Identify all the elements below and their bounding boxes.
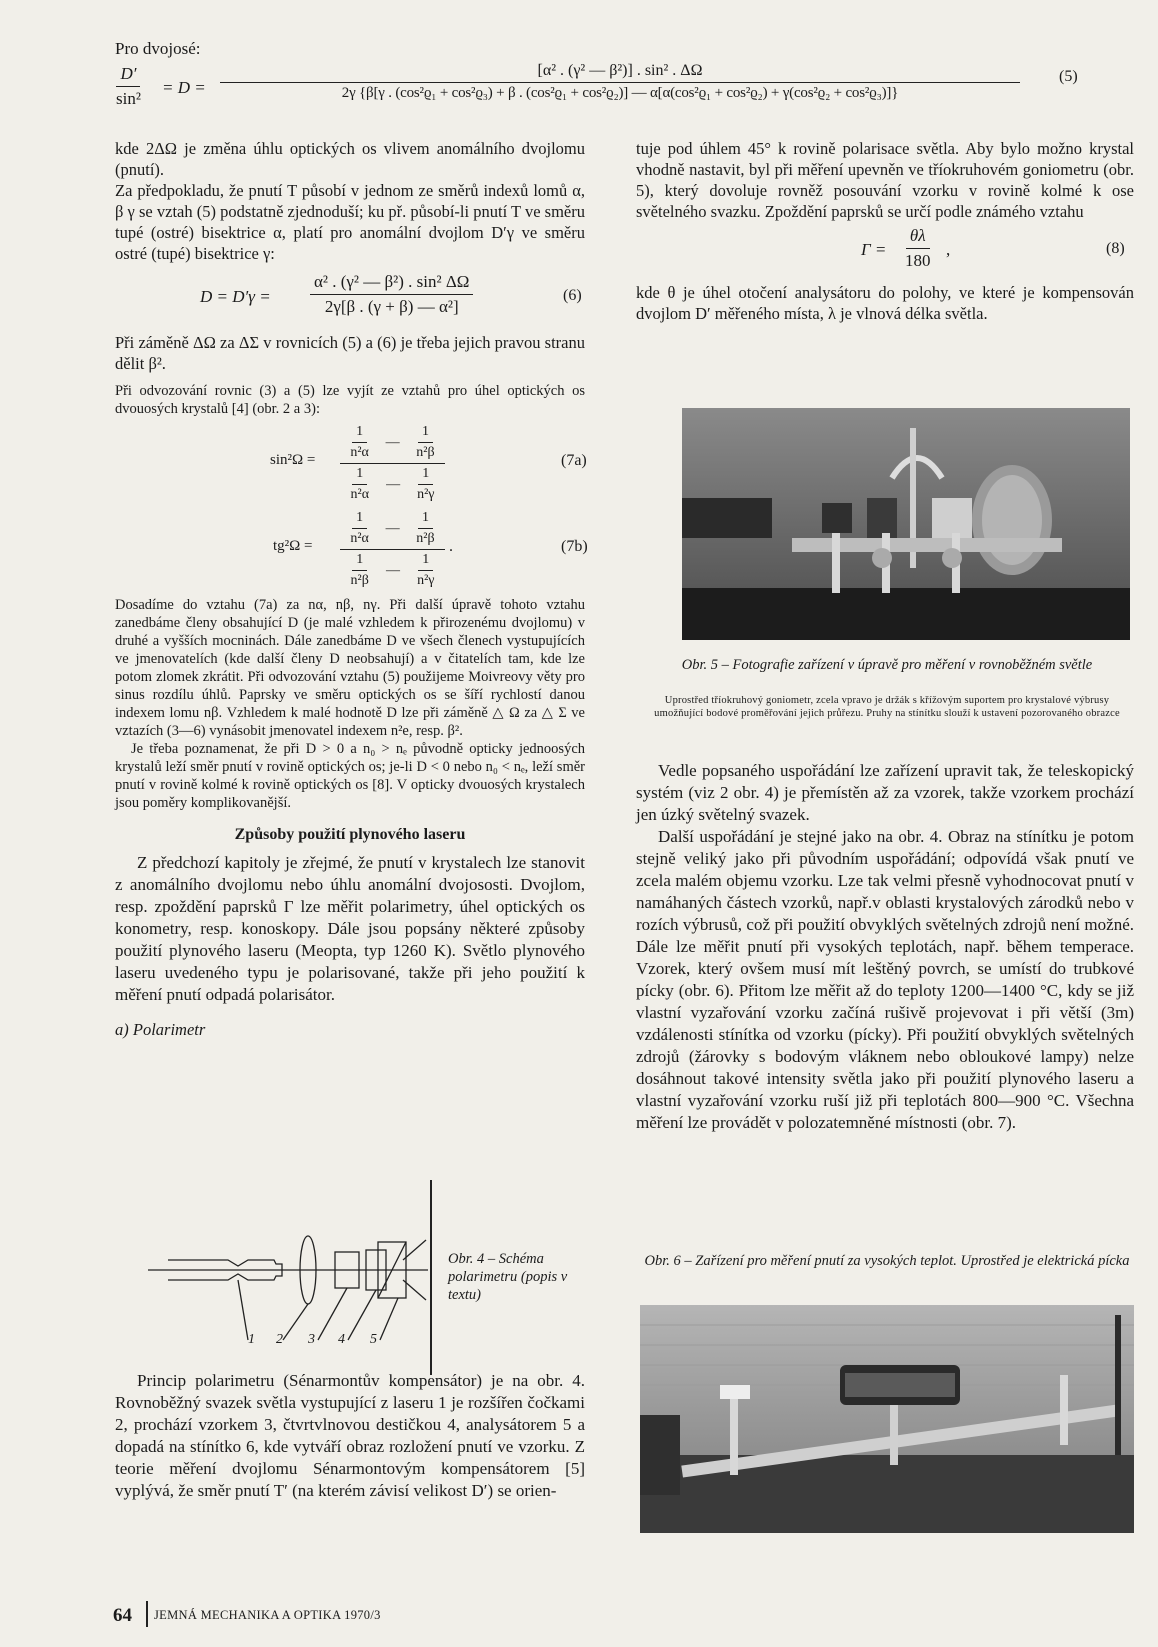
fig4-label-1: 1	[248, 1332, 255, 1347]
eq7a-numerator	[340, 424, 445, 464]
equation-6	[115, 270, 585, 328]
page-number: 64	[113, 1605, 132, 1626]
intro-text: Pro dvojosé:	[115, 39, 201, 58]
eq5-lhs-fraction	[112, 64, 145, 109]
eq8-num: θλ	[906, 226, 930, 249]
eq5-rhs-fraction	[220, 62, 1020, 102]
left-paragraph-4: Při odvozování rovnic (3) a (5) lze vyjít ze vztahů pro úhel optických os dvouosých krystalů [4] (obr. 2 a 3):	[115, 383, 585, 417]
right-paragraph-3: Vedle popsaného uspořádání lze zařízení upravit tak, že teleskopický systém (viz 2 obr. 4) je přemístěn až za vzorek, takže vzorkem prochází jen úzký světelný svazek.	[636, 761, 1134, 824]
eq-minus: —	[385, 562, 400, 578]
fig4-label-4: 4	[338, 1332, 345, 1347]
eq7b-number: (7b)	[561, 538, 588, 555]
eq7a-fraction	[340, 424, 445, 503]
eq5-number: (5)	[1059, 68, 1078, 85]
eq5-lhs-den: sin²	[116, 89, 141, 108]
eq5-lhs-num: D′	[116, 64, 140, 87]
left-column	[115, 138, 588, 1040]
right-column	[636, 138, 1134, 324]
equation-7b	[115, 510, 588, 590]
eq-minus: —	[385, 520, 400, 536]
figure-4	[148, 1180, 588, 1380]
n2a: n²α	[350, 445, 369, 460]
eq-one: 1	[352, 424, 367, 443]
eq8-fraction	[901, 226, 935, 271]
eq7b-numerator	[340, 510, 445, 550]
equation-7a	[115, 424, 585, 502]
eq-one: 1	[352, 466, 367, 485]
n2g: n²γ	[417, 573, 435, 588]
eq7a-number: (7a)	[561, 452, 587, 469]
left-paragraph-8: Princip polarimetru (Sénarmontův kompensátor) je na obr. 4. Rovnoběžný svazek světla vystupující z laseru 1 je rozšířen čočkami 2, prochází vzorkem 3, čtvrtvlnovou destičkou 4, analysátorem 5 a dopadá na stínítko 6, kde vytváří obraz rozložení pnutí ve vzorku. Z teorie měření dvojlomu Sénarmontovým kompensátorem [5] vyplývá, že směr pnutí T′ (na kterém závisí velikost D′) se orien-	[115, 1371, 585, 1500]
right-column-lower	[636, 760, 1134, 1134]
n2b: n²β	[350, 573, 369, 588]
n2g: n²γ	[417, 487, 435, 502]
right-paragraph-2: kde θ je úhel otočení analysátoru do polohy, ve které je kompensován dvojlom D′ měřeného místa, λ je vlnová délka světla.	[636, 283, 1134, 323]
fig4-label-3: 3	[308, 1332, 315, 1347]
eq7b-fraction	[340, 510, 445, 589]
journal-name: JEMNÁ MECHANIKA A OPTIKA 1970/3	[154, 1608, 381, 1622]
eq7a-lhs: sin²Ω =	[270, 452, 316, 468]
eq5-den: 2γ {β[γ . (cos²ϱ₁ + cos²ϱ₃) + β . (cos²ϱ₁ + cos²ϱ₂)] — α[α(cos²ϱ₁ + cos²ϱ₂) + γ(cos²ϱ₂ + cos²ϱ₃)]}	[341, 85, 899, 101]
subsection-a: a) Polarimetr	[115, 1020, 206, 1039]
eq6-fraction	[310, 272, 473, 317]
eq7b-lhs: tg²Ω =	[273, 538, 313, 554]
fig4-caption: Obr. 4 – Schéma polarimetru (popis v textu)	[448, 1251, 568, 1303]
left-paragraph-2: Za předpokladu, že pnutí T působí v jednom ze směrů indexů lomů α, β γ se vztah (5) podstatně zjednoduší; ku př. působí-li pnutí T ve směru tupé (ostré) bisektrice α, platí pro anomální dvojlom D′γ ve směru ostré (tupé) bisektrice γ:	[115, 181, 585, 263]
eq-minus: —	[386, 476, 401, 492]
left-paragraph-3: Při záměně ΔΩ za ΔΣ v rovnicích (5) a (6) je třeba jejich pravou stranu dělit β².	[115, 333, 585, 373]
eq7b-denominator	[340, 550, 445, 589]
left-column-bottom	[115, 1370, 585, 1502]
left-paragraph-1: kde 2ΔΩ je změna úhlu optických os vlivem anomálního dvojlomu (pnutí).	[115, 139, 585, 179]
eq8-den: 180	[905, 251, 931, 270]
footer-divider	[146, 1601, 148, 1627]
fig5-caption: Obr. 5 – Fotografie zařízení v úpravě pro měření v rovnoběžném světle	[681, 657, 1093, 673]
eq-one: 1	[418, 424, 433, 443]
n2b: n²β	[416, 445, 435, 460]
eq-one: 1	[352, 510, 367, 529]
right-paragraph-1: tuje pod úhlem 45° k rovině polarisace světla. Aby bylo možno krystal vhodně nastavit, byl při měření upevněn ve tříokruhovém goniometru (obr. 5), který dovoluje rovněž posouvání vzorku v rovině kolmé k ose světelného svazku. Zpoždění paprsků se určí podle známého vztahu	[636, 139, 1134, 221]
figure-6-photo	[640, 1305, 1134, 1533]
n2a: n²α	[350, 531, 369, 546]
fig6-caption: Obr. 6 – Zařízení pro měření pnutí za vysokých teplot. Uprostřed je elektrická pícka	[644, 1253, 1130, 1269]
equation-8	[636, 226, 1134, 278]
left-paragraph-5: Dosadíme do vztahu (7a) za nα, nβ, nγ. Při další úpravě tohoto vztahu zanedbáme členy obsahující D (je malé vzhledem k přirozenému dvojlomu) v druhé a vyšších mocninách. Dále zanedbáme D ve všech členech vystupujících ve jmenovatelích (kde další členy D neobsahují) a v čitatelích tam, kde lze potom zlomek zkrátit. Při odvozování vztahu (5) použijeme Moivreovy věty pro sinus rozdílu úhlů. Paprsky ve směru optických os se šíří rychlostí danou indexem lomu nβ. Vzhledem k malé hodnotě D lze při záměně △ Ω za △ Σ ve vztazích (3—6) vynásobit jmenovatel indexem n²e, resp. β².	[115, 597, 585, 739]
figure-5-photo	[682, 408, 1130, 640]
eq8-number: (8)	[1106, 240, 1125, 257]
n2a: n²α	[350, 487, 370, 502]
left-paragraph-6: Je třeba poznamenat, že při D > 0 a n₀ > nₑ původně opticky jednoosých krystalů leží směr pnutí v rovině optických os; je-li D < 0 nebo n₀ < nₑ, leží směr pnutí v rovině kolmé k rovině optických os [8]. V opticky dvouosých krystalech jsou poměry komplikovanější.	[115, 741, 585, 811]
eq-one: 1	[352, 552, 367, 571]
fig4-label-2: 2	[276, 1332, 283, 1347]
fig4-label-5: 5	[370, 1332, 377, 1347]
eq7b-dot: .	[449, 538, 453, 555]
eq5-mid: = D =	[162, 78, 206, 97]
eq8-comma: ,	[946, 240, 951, 259]
eq7a-denominator	[340, 464, 445, 503]
eq6-lhs: D = D′γ =	[200, 287, 271, 306]
eq-one: 1	[418, 552, 433, 571]
eq-one: 1	[418, 466, 433, 485]
eq6-number: (6)	[563, 287, 582, 304]
fig5-subcaption: Uprostřed tříokruhový goniometr, zcela vpravo je držák s křížovým suportem pro krystalové výbrusy umožňující bodové proměřování jejich průřezu. Pruhy na stínítku slouží k ustavení pozorovaného obrazce	[654, 695, 1120, 719]
eq-minus: —	[385, 434, 400, 450]
right-paragraph-4: Další uspořádání je stejné jako na obr. 4. Obraz na stínítku je potom stejně veliký jako při původním uspořádání; odpovídá však pnutí ve zcela malém objemu vzorku. Lze tak velmi přesně vyhodnocovat pnutí v namáhaných částech vzorků, např.v oblasti krystalových zárodků nebo v rozích výbrusů, což při použití obvyklých světelných zdrojů není možné. Dále lze měřit pnutí při vysokých teplotách, např. během temperace. Vzorek, který ovšem musí mít leštěný povrch, se umístí do trubkové pícky (obr. 6). Přitom lze měřit až do teploty 1200—1400 °C, kdy se již vlastní vyzařování vzorku začíná rušivě projevovat i při větší (3m) vzdálenosti stínítka od vzorku (pícky). Při použití obvyklých světelných zdrojů (žárovky s bodovým vláknem nebo obloukové lampy) nelze dosáhnout takové intensity světla jako při použití plynového laseru a vlastní vyzařování vzorku ruší již při teplotách 800—900 °C. Všechna měření lze provádět v polozatemněné místnosti (obr. 7).	[636, 827, 1134, 1132]
eq8-lhs: Γ =	[861, 240, 887, 259]
section-heading: Způsoby použití plynového laseru	[234, 826, 466, 843]
eq-one: 1	[418, 510, 433, 529]
fig5-image	[682, 408, 1130, 640]
eq6-den: 2γ[β . (γ + β) — α²]	[324, 297, 459, 316]
eq5-num: [α² . (γ² — β²)] . sin² . ΔΩ	[220, 62, 1020, 83]
n2b: n²β	[416, 531, 435, 546]
equation-5	[112, 62, 1112, 122]
left-paragraph-7: Z předchozí kapitoly je zřejmé, že pnutí v krystalech lze stanovit z anomálního dvojlomu nebo úhlu anomální dvojososti. Dvojlom, resp. zpoždění paprsků Γ lze měřit polarimetry, úhel optických os konometry, resp. konoskopy. Dále jsou popsány některé způsoby použití plynového laseru (Meopta, typ 1260 K). Světlo plynového laseru uvedeného typu je polarisované, takže při jeho použití k měření pnutí odpadá polarisátor.	[115, 853, 585, 1004]
fig6-image	[640, 1305, 1134, 1533]
eq6-num: α² . (γ² — β²) . sin² ΔΩ	[310, 272, 473, 295]
